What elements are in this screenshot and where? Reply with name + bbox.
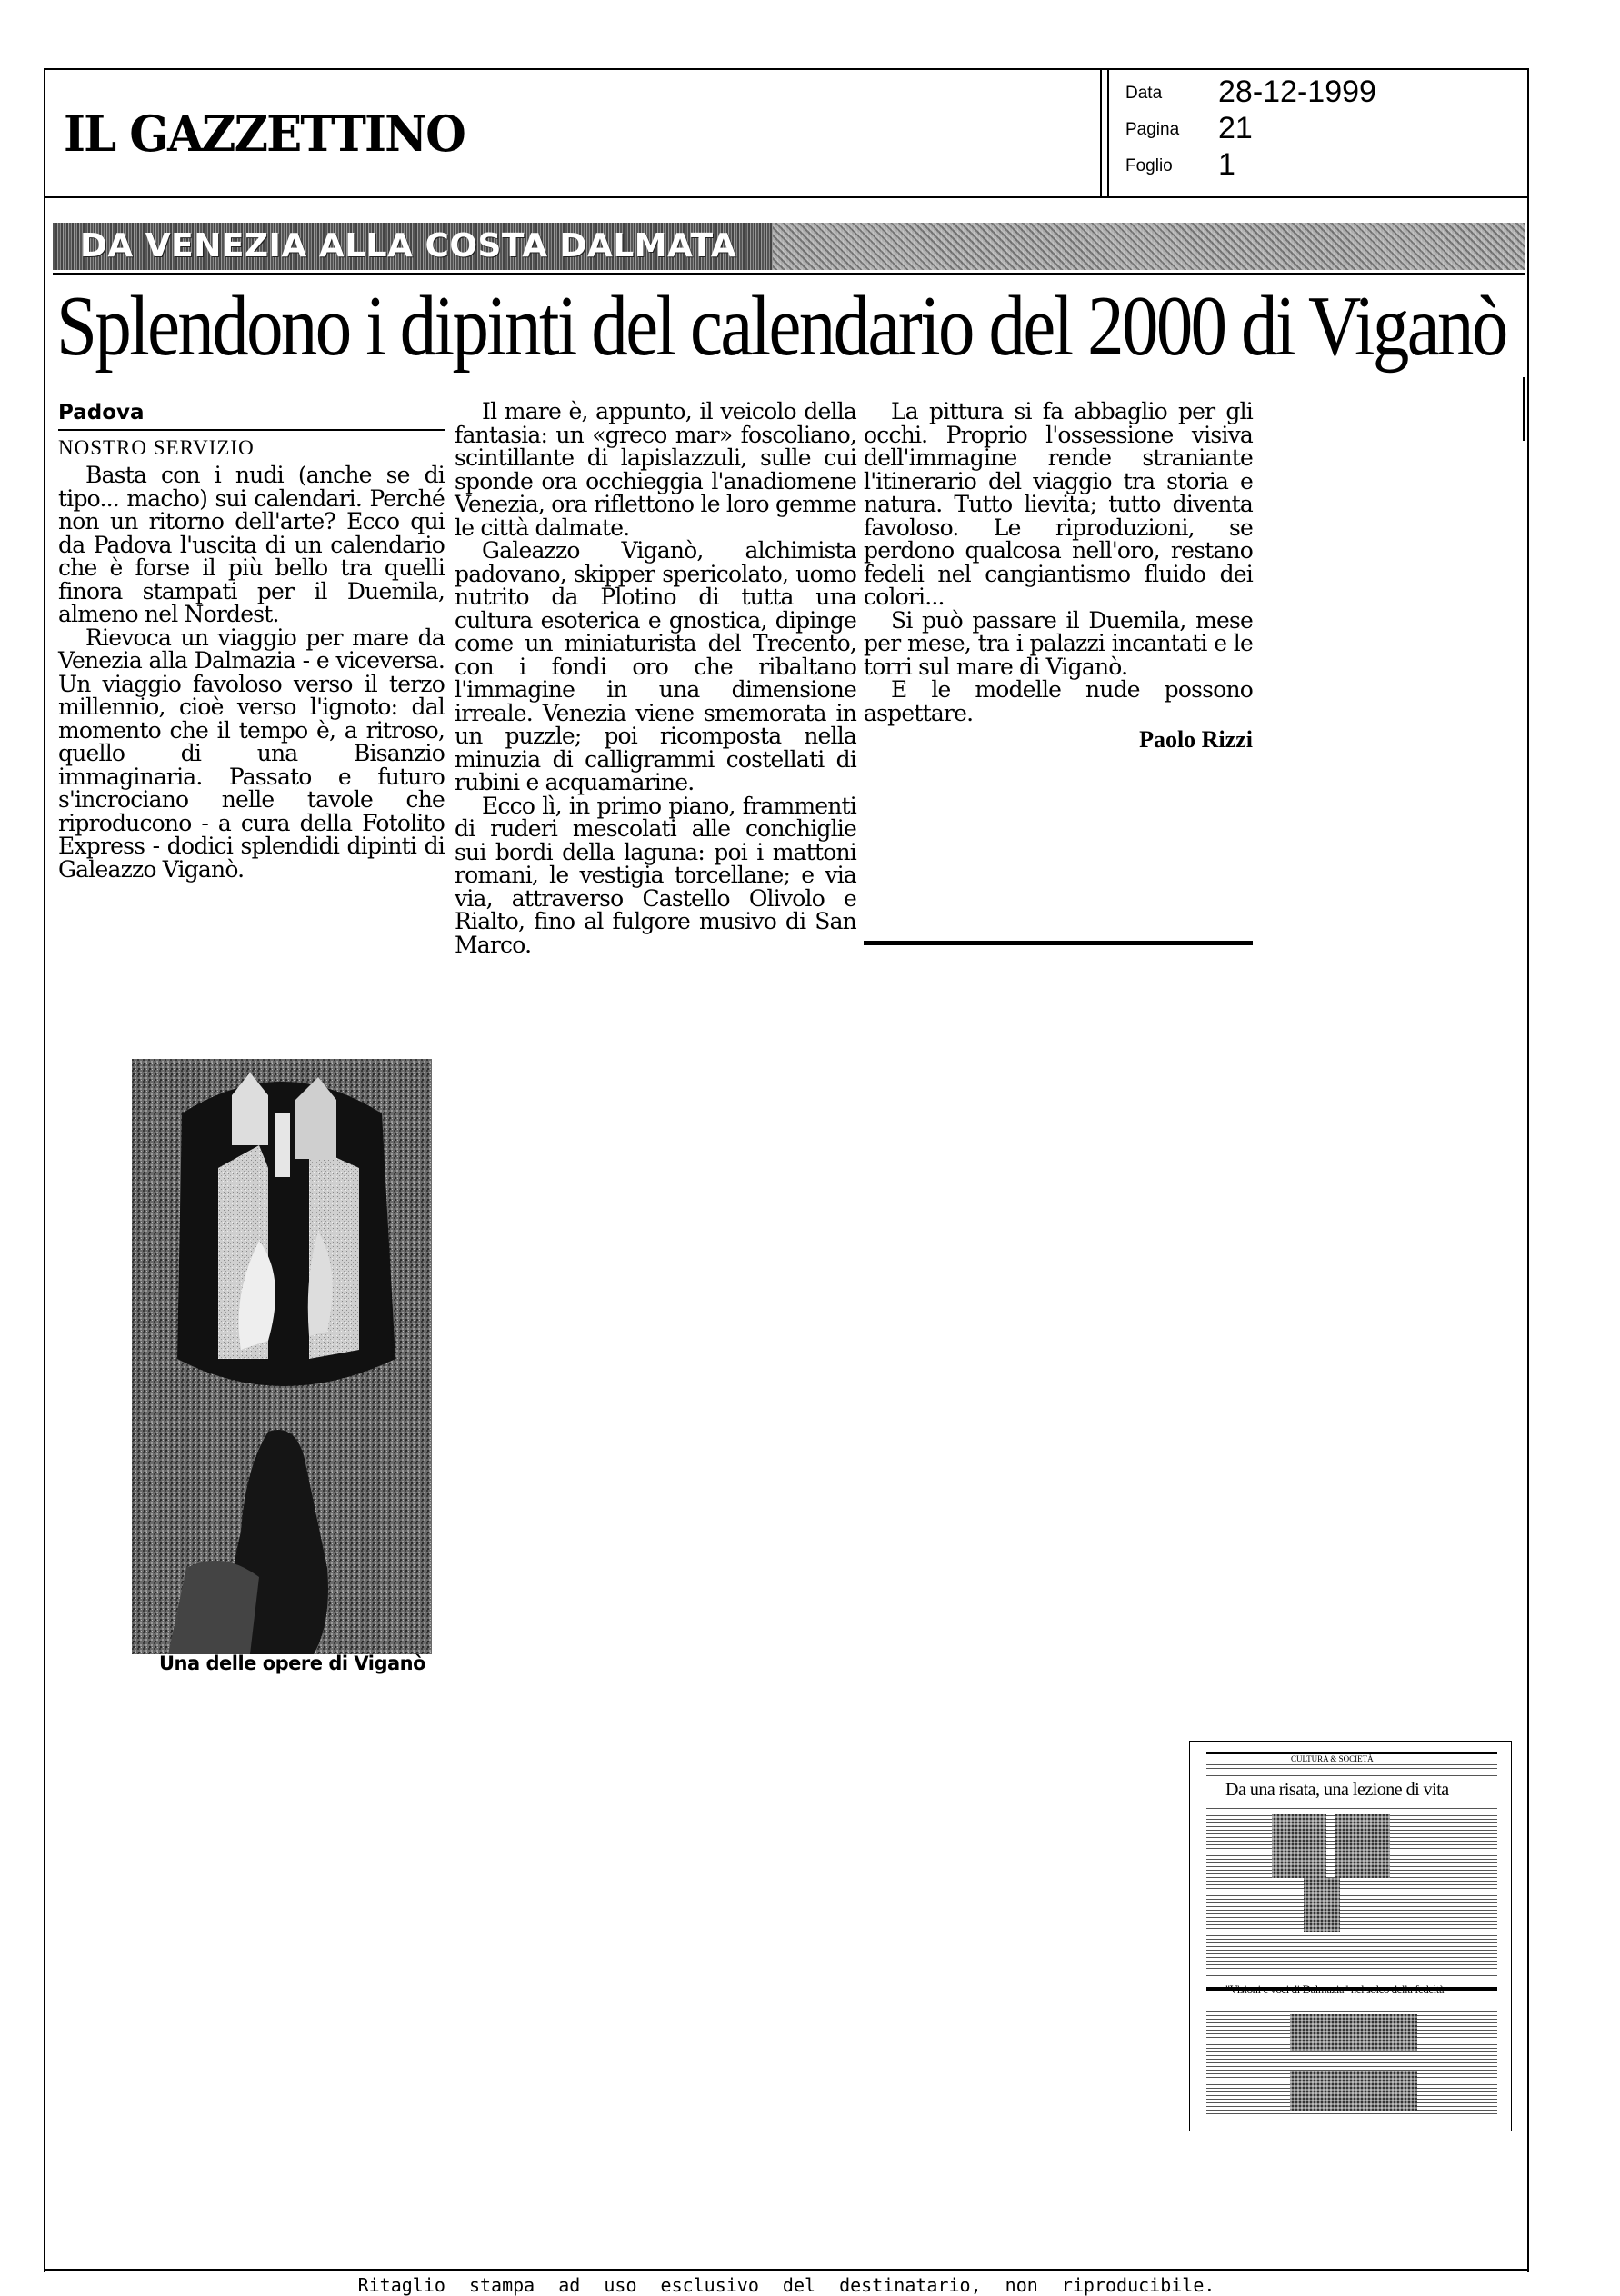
article-end-rule: [864, 941, 1253, 945]
article-paragraph: Ecco lì, in primo piano, frammenti di ruderi mescolati alle conchiglie sui bordi della laguna: poi i mattoni romani, le vestigia torcellane; e via via, attraverso Castello Olivolo e Rialto, fino al fulgore musivo di San Marco.: [455, 792, 856, 958]
date-value: 28-12-1999: [1218, 75, 1376, 109]
author: Paolo Rizzi: [1139, 726, 1253, 753]
column-rule: [1523, 377, 1525, 441]
thumbnail-title: Da una risata, una lezione di vita: [1225, 1780, 1449, 1800]
article-paragraph: Il mare è, appunto, il veicolo della fantasia: un «greco mar» foscoliano, scintillante di lapislazzuli, sulle cui sponde ora occhieggia l'anadiomene Venezia, ora riflettono le loro gemme le città dalmate.: [455, 398, 856, 541]
page-value: 21: [1218, 111, 1253, 145]
article-column-3: [864, 400, 1253, 752]
page-label: Pagina: [1125, 120, 1180, 139]
photo-caption: Una delle opere di Viganò: [159, 1652, 426, 1674]
footer-notice: Ritaglio stampa ad uso esclusivo del destinatario, non riproducibile.: [357, 2274, 1215, 2296]
article-column-2: [455, 400, 856, 956]
kicker: DA VENEZIA ALLA COSTA DALMATA: [80, 227, 737, 265]
thumbnail-subtitle: "Visioni e voci di Dalmazia" nel solco della fedeltà: [1225, 1983, 1445, 1996]
headline: Splendono i dipinti del calendario del 2000 di Viganò: [56, 279, 1506, 374]
article-paragraph: La pittura si fa abbaglio per gli occhi. Proprio l'ossessione visiva dell'immagine rende straniante l'itinerario del viaggio tra storia e natura. Tutto lievita; tutto diventa favoloso. Le riproduzioni, se perdono qualcosa nell'oro, restano fedeli nel cangiantismo fluido dei colori...: [864, 398, 1253, 610]
page-border-right: [1527, 198, 1529, 2272]
header-divider: [1107, 68, 1109, 198]
kicker-band-texture: [773, 223, 1525, 270]
article-paragraph: E le modelle nude possono aspettare.: [864, 676, 1253, 726]
article-paragraph: Si può passare il Duemila, mese per mese, tra i palazzi incantati e le torri sul mare di Viganò.: [864, 606, 1253, 680]
article-column-1: [58, 400, 445, 881]
footer-rule: [44, 2269, 1529, 2271]
page-border-left: [44, 198, 45, 2272]
byline-service: NOSTRO SERVIZIO: [58, 436, 255, 459]
sheet-label: Foglio: [1125, 156, 1173, 175]
date-label: Data: [1125, 84, 1163, 103]
kicker-rule: [53, 273, 1525, 275]
article-paragraph: Rievoca un viaggio per mare da Venezia alla Dalmazia - e viceversa. Un viaggio favoloso verso il terzo millennio, cioè verso l'ignoto: dal momento che il tempo è, a ritroso, quello di una Bisanzio immaginaria. Passato e futuro s'incrociano nelle tavole che riproducono - a cura della Fotolito Express - dodici splendidi dipinti di Galeazzo Viganò.: [58, 624, 445, 883]
thumbnail-section: CULTURA & SOCIETÀ: [1291, 1754, 1374, 1763]
painting-photo: [132, 1059, 432, 1654]
sheet-value: 1: [1218, 147, 1235, 182]
article-paragraph: Galeazzo Viganò, alchimista padovano, skipper spericolato, uomo nutrito da Plotino di tutta una cultura esoterica e gnostica, dipinge come un miniaturista del Trecento, con i fondi oro che ribaltano l'immagine in una dimensione irreale. Venezia viene smemorata in un puzzle; poi ricomposta nella minuzia di calligrammi costellati di rubini e acquamarine.: [455, 537, 856, 795]
dateline: Padova: [58, 401, 145, 424]
masthead: IL GAZZETTINO: [64, 105, 465, 163]
article-paragraph: Basta con i nudi (anche se di tipo... macho) sui calendari. Perché non un ritorno dell'arte? Ecco qui da Padova l'uscita di un calendario che è forse il più bello tra quelli finora stampati per il Duemila, almeno nel Nordest.: [58, 462, 445, 627]
header-divider: [1100, 68, 1102, 198]
dateline-rule: [58, 429, 445, 431]
